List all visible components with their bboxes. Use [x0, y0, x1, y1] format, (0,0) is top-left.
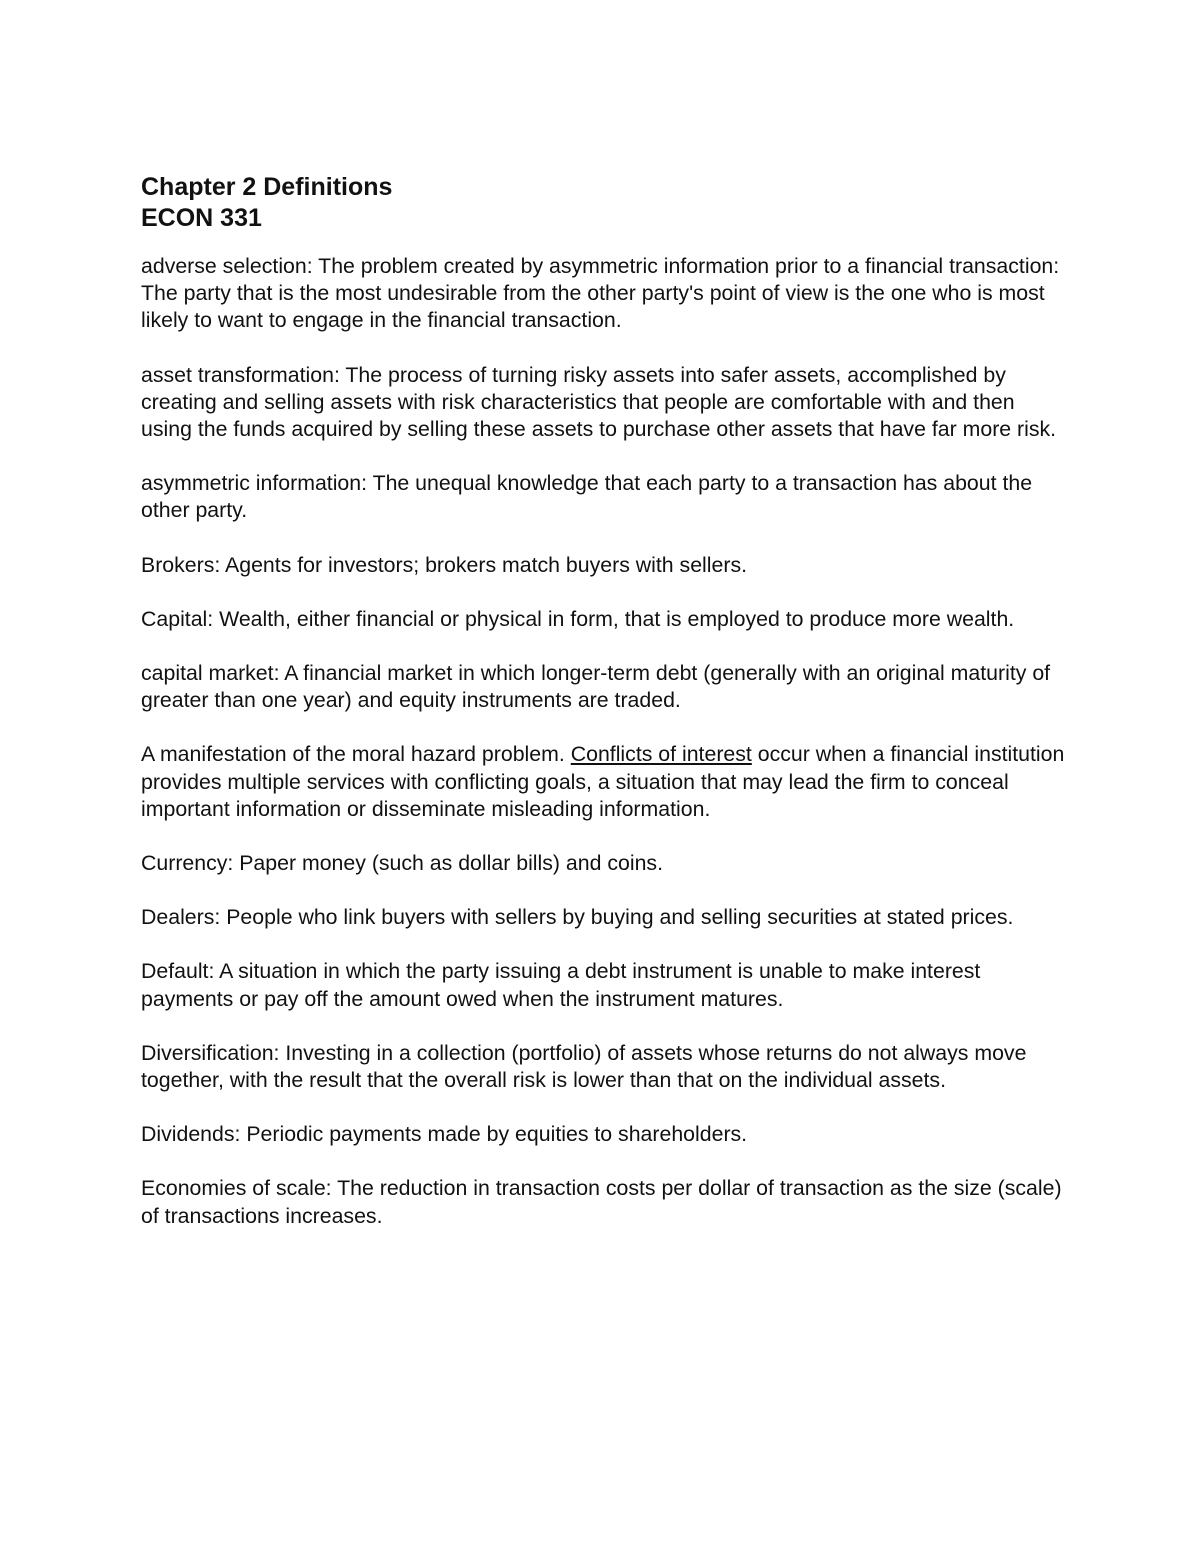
- definition-economies-of-scale: Economies of scale: The reduction in transaction costs per dollar of transaction as the size (scale) of transactions increases.: [141, 1176, 1062, 1228]
- document-title: Chapter 2 Definitions: [141, 173, 393, 201]
- conflicts-of-interest-term: Conflicts of interest: [570, 742, 752, 767]
- definition-default: Default: A situation in which the party issuing a debt instrument is unable to make interest payments or pay off the amount owed when the instrument matures.: [141, 959, 981, 1011]
- definition-dividends: Dividends: Periodic payments made by equities to shareholders.: [141, 1122, 748, 1147]
- definition-asset-transformation: asset transformation: The process of turning risky assets into safer assets, accomplished by creating and selling assets with risk characteristics that people are comfortable with and then using the funds acquired by selling these assets to purchase other assets that have far more risk.: [141, 362, 1057, 442]
- definition-adverse-selection: adverse selection: The problem created by asymmetric information prior to a financial transaction: The party that is the most undesirable from the other party's point of view is the one who is most likely to want to engage in the financial transaction.: [141, 254, 1060, 333]
- definition-capital-market: capital market: A financial market in which longer-term debt (generally with an original maturity of greater than one year) and equity instruments are traded.: [141, 661, 1051, 713]
- definition-capital: Capital: Wealth, either financial or physical in form, that is employed to produce more wealth.: [141, 606, 1015, 631]
- definition-conflicts-of-interest: [141, 741, 1071, 823]
- definition-currency: Currency: Paper money (such as dollar bills) and coins.: [141, 851, 664, 876]
- definition-diversification: Diversification: Investing in a collection (portfolio) of assets whose returns do not always move together, with the result that the overall risk is lower than that on the individual assets.: [141, 1040, 1027, 1093]
- document-page: [141, 172, 1071, 1257]
- definition-brokers: Brokers: Agents for investors; brokers match buyers with sellers.: [141, 552, 748, 577]
- definition-asymmetric-information: asymmetric information: The unequal knowledge that each party to a transaction has about the other party.: [141, 471, 1033, 523]
- definition-dealers: Dealers: People who link buyers with sellers by buying and selling securities at stated prices.: [141, 905, 1014, 930]
- conflicts-intro-text: A manifestation of the moral hazard problem.: [141, 742, 571, 767]
- conflicts-rest-text: occur when a financial institution provides multiple services with conflicting goals, a situation that may lead the firm to conceal important information or disseminate misleading information.: [141, 742, 1065, 821]
- course-code: ECON 331: [141, 204, 262, 232]
